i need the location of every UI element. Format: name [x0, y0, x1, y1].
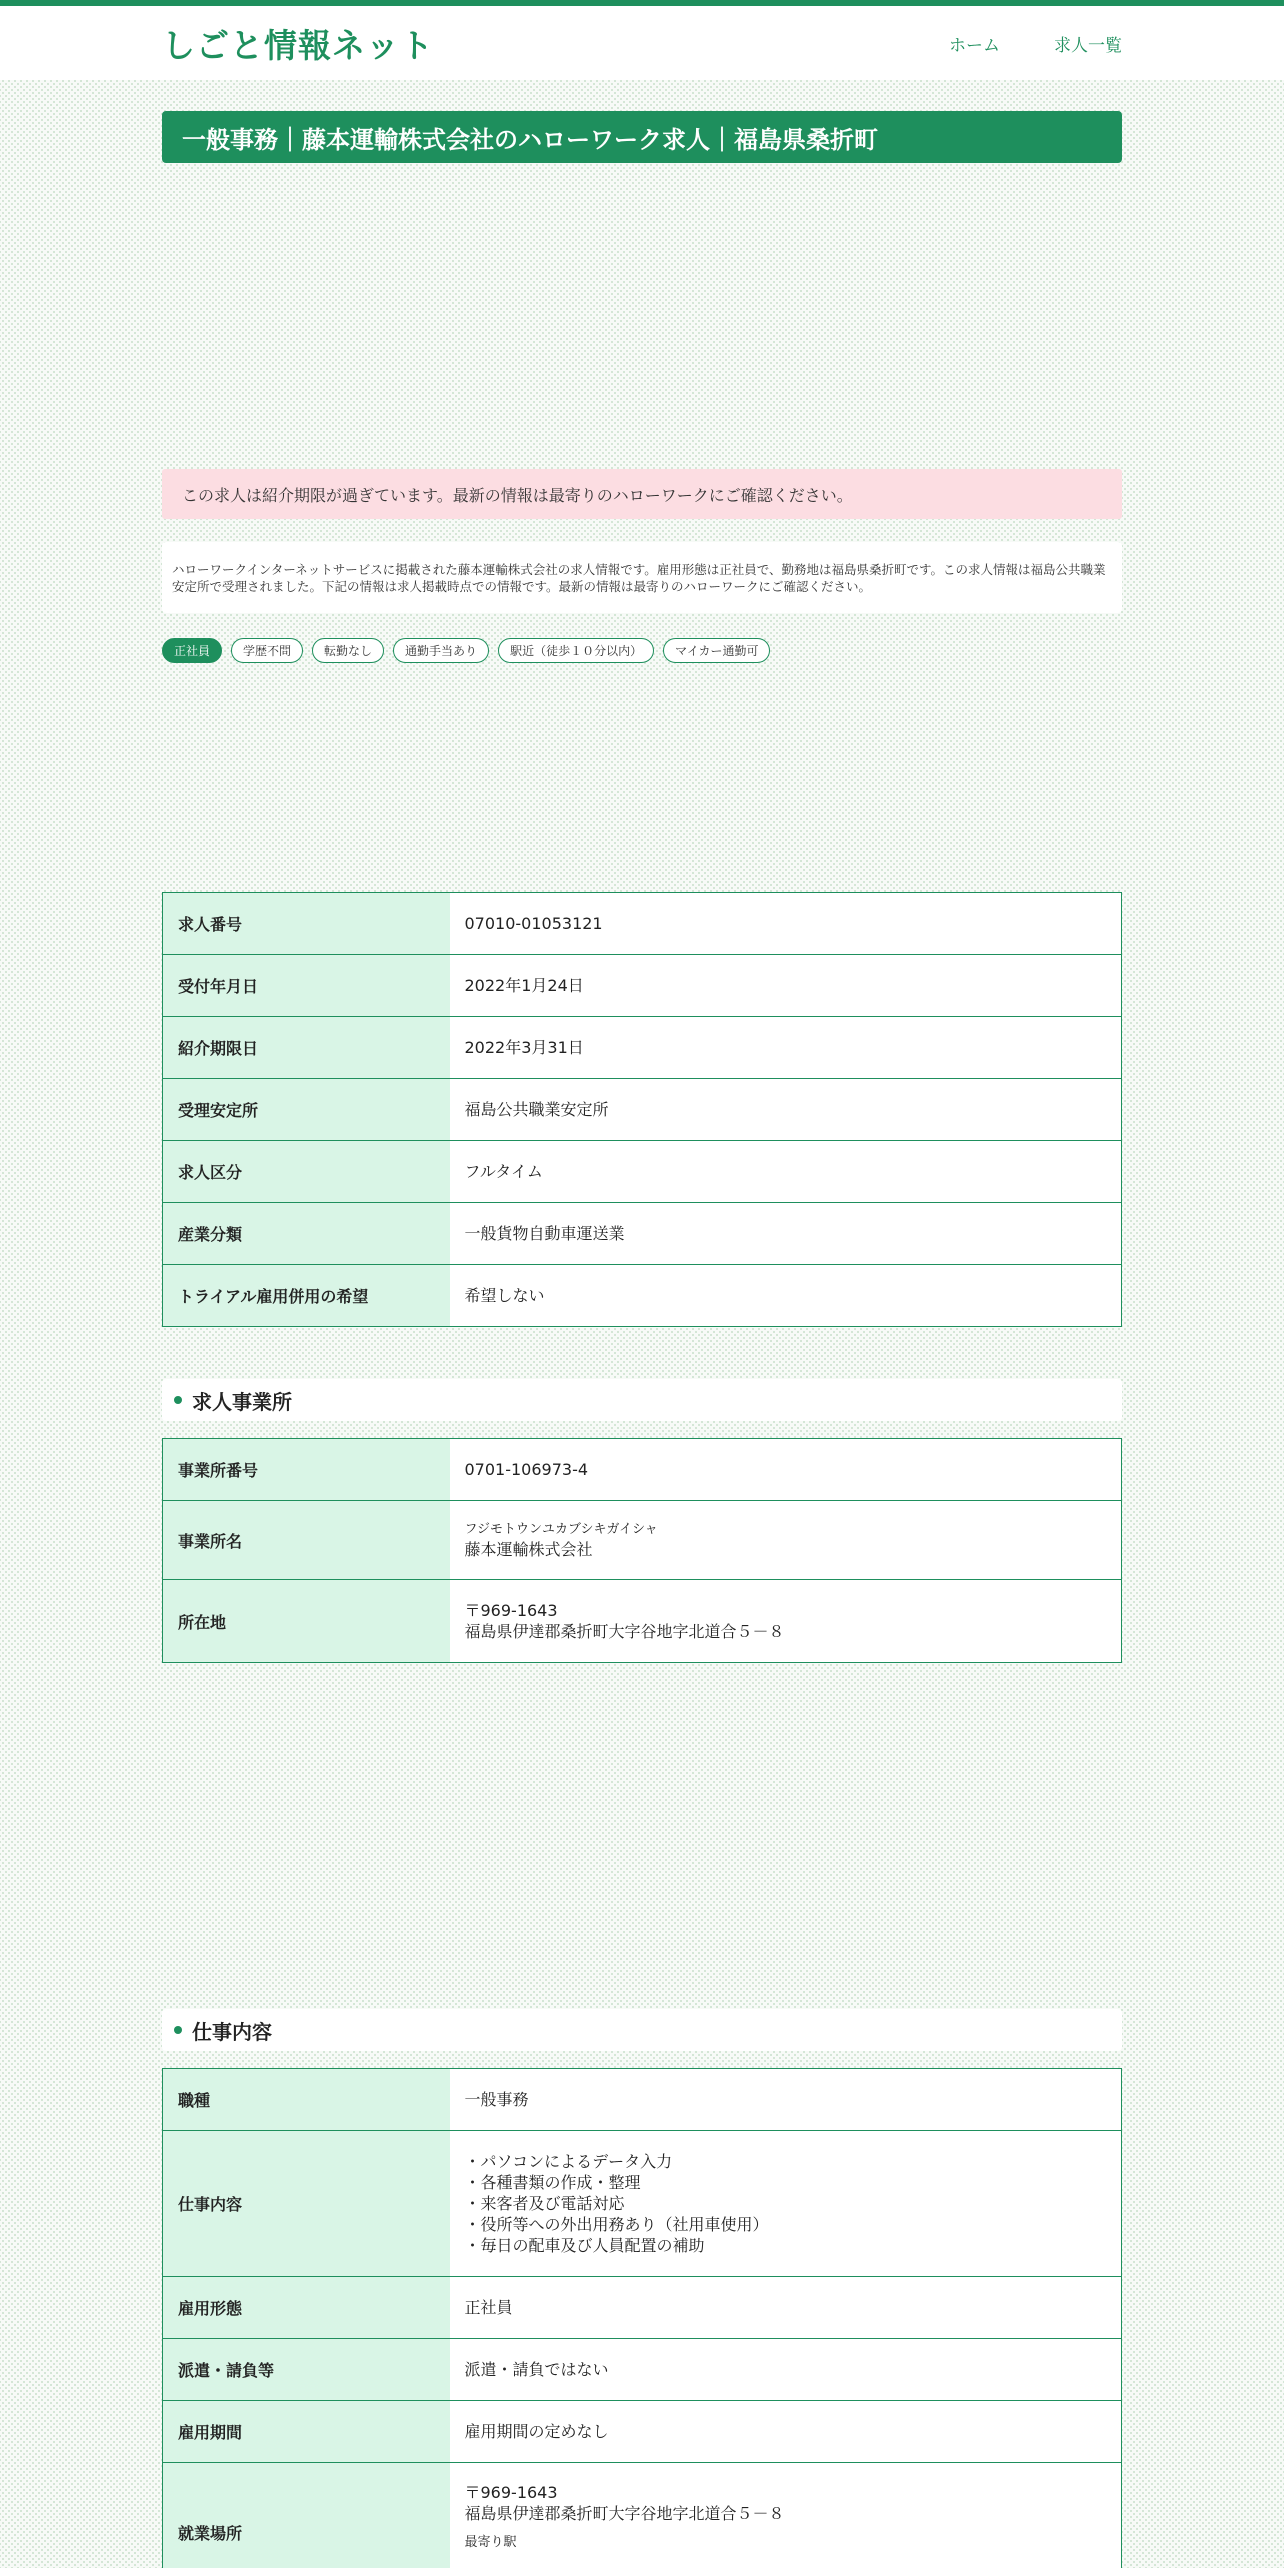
- table-row: [163, 2069, 1122, 2131]
- table-row: [163, 1017, 1122, 1079]
- row-label: 所在地: [163, 1580, 450, 1663]
- table-row: [163, 893, 1122, 955]
- table-row: [163, 2277, 1122, 2339]
- section-title: 求人事業所: [192, 1389, 292, 1414]
- page-title: 一般事務｜藤本運輸株式会社のハローワーク求人｜福島県桑折町: [162, 111, 1122, 163]
- row-value: 一般貨物自動車運送業: [450, 1203, 1122, 1265]
- site-header: [0, 6, 1284, 80]
- tag-item: 学歴不問: [231, 638, 303, 663]
- work-location-cell: [450, 2463, 1122, 2568]
- row-label: 職種: [163, 2069, 450, 2131]
- period-value: 雇用期間の定めなし: [450, 2401, 1122, 2463]
- tag-item: マイカー通勤可: [663, 638, 770, 663]
- row-label: 就業場所: [163, 2463, 450, 2568]
- row-label: 受付年月日: [163, 955, 450, 1017]
- nearest-station-label: 最寄り駅: [464, 2535, 517, 2550]
- nav-job-list-link[interactable]: 求人一覧: [1054, 35, 1122, 56]
- row-label: 受理安定所: [163, 1079, 450, 1141]
- table-row: [163, 2131, 1122, 2277]
- bullet-dot-icon: [174, 1396, 182, 1404]
- expired-alert: この求人は紹介期限が過ぎています。最新の情報は最寄りのハローワークにご確認ください。: [162, 469, 1122, 519]
- table-row: [163, 1580, 1122, 1663]
- occupation-value: 一般事務: [450, 2069, 1122, 2131]
- section-heading-job: [162, 2009, 1122, 2051]
- row-label: 求人番号: [163, 893, 450, 955]
- tag-item: 駅近（徒歩１０分以内）: [498, 638, 654, 663]
- section-title: 仕事内容: [192, 2019, 272, 2044]
- duties-cell: [450, 2131, 1122, 2277]
- row-label: 仕事内容: [163, 2131, 450, 2277]
- row-label: 求人区分: [163, 1141, 450, 1203]
- duty-item: ・毎日の配車及び人員配置の補助: [464, 2236, 705, 2255]
- row-value: フルタイム: [450, 1141, 1122, 1203]
- table-row: [163, 1203, 1122, 1265]
- postal-code: 〒969-1643: [464, 2483, 558, 2502]
- section-heading-office: [162, 1379, 1122, 1421]
- row-label: 産業分類: [163, 1203, 450, 1265]
- row-value: 福島公共職業安定所: [450, 1079, 1122, 1141]
- site-logo[interactable]: しごと情報ネット: [162, 25, 434, 65]
- office-info-table: [162, 1438, 1122, 1663]
- table-row: [163, 1141, 1122, 1203]
- tag-item: 通勤手当あり: [393, 638, 489, 663]
- tag-item: 転勤なし: [312, 638, 384, 663]
- duty-item: ・各種書類の作成・整理: [464, 2173, 641, 2192]
- basic-info-table: [162, 892, 1122, 1327]
- office-number: 0701-106973-4: [450, 1439, 1122, 1501]
- office-name-kana: フジモトウンユカブシキガイシャ: [464, 1521, 658, 1537]
- employment-type-value: 正社員: [450, 2277, 1122, 2339]
- postal-code: 〒969-1643: [464, 1601, 558, 1620]
- row-label: 事業所名: [163, 1501, 450, 1580]
- main-content: [162, 111, 1122, 2568]
- duty-item: ・パソコンによるデータ入力: [464, 2152, 673, 2171]
- table-row: [163, 2401, 1122, 2463]
- table-row: [163, 2463, 1122, 2568]
- row-value: 希望しない: [464, 1286, 545, 1305]
- address-text: 福島県伊達郡桑折町大字谷地字北道合５－８: [464, 2504, 785, 2523]
- table-row: [163, 1439, 1122, 1501]
- tag-item: 正社員: [162, 638, 222, 663]
- row-label: 雇用形態: [163, 2277, 450, 2339]
- table-row: [163, 955, 1122, 1017]
- nav-home-link[interactable]: ホーム: [949, 35, 1000, 56]
- row-value: 2022年1月24日: [450, 955, 1122, 1017]
- table-row: [163, 1265, 1122, 1327]
- main-nav: [949, 31, 1122, 56]
- job-info-table: [162, 2068, 1122, 2568]
- office-name-cell: [450, 1501, 1122, 1580]
- table-row: [163, 2339, 1122, 2401]
- job-intro-text: ハローワークインターネットサービスに掲載された藤本運輸株式会社の求人情報です。雇用形態は正社員で、勤務地は福島県桑折町です。この求人情報は福島公共職業安定所で受理されました。下記の情報は求人掲載時点での情報です。最新の情報は最寄りのハローワークにご確認ください。: [162, 542, 1122, 613]
- duty-item: ・来客者及び電話対応: [464, 2194, 625, 2213]
- row-value: 07010-01053121: [450, 893, 1122, 955]
- row-label: 雇用期間: [163, 2401, 450, 2463]
- tag-list: [162, 638, 1122, 663]
- duty-item: ・役所等への外出用務あり（社用車使用）: [464, 2215, 769, 2234]
- row-label: 派遣・請負等: [163, 2339, 450, 2401]
- row-value: 2022年3月31日: [450, 1017, 1122, 1079]
- bullet-dot-icon: [174, 2026, 182, 2034]
- table-row: [163, 1079, 1122, 1141]
- table-row: [163, 1501, 1122, 1580]
- dispatch-value: 派遣・請負ではない: [450, 2339, 1122, 2401]
- address-text: 福島県伊達郡桑折町大字谷地字北道合５－８: [464, 1622, 785, 1641]
- row-label: トライアル雇用併用の希望: [163, 1265, 450, 1327]
- office-address-cell: [450, 1580, 1122, 1663]
- row-label: 紹介期限日: [163, 1017, 450, 1079]
- office-name: 藤本運輸株式会社: [464, 1539, 593, 1559]
- row-label: 事業所番号: [163, 1439, 450, 1501]
